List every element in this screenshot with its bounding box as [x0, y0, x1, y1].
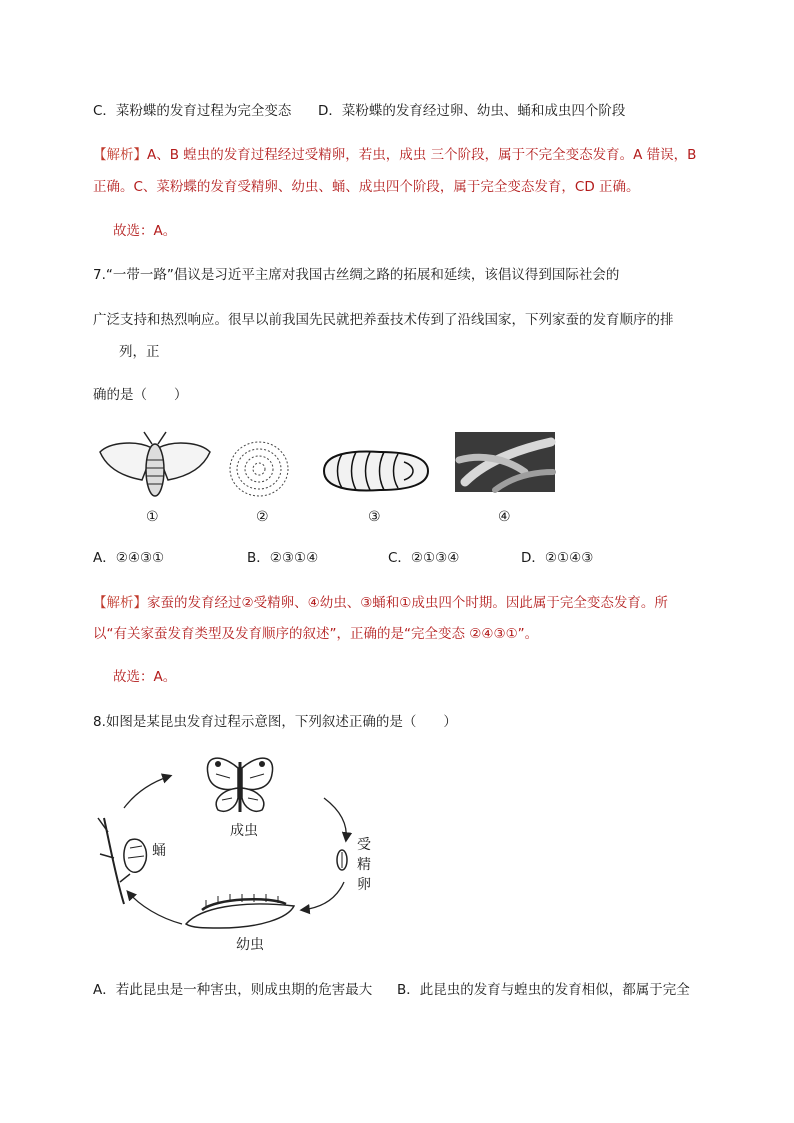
q6-analysis-line2: 正确。C、菜粉蝶的发育受精卵、幼虫、蛹、成虫四个阶段，属于完全变态发育，CD 正确。 — [93, 179, 640, 195]
figure-label-3: ③ — [368, 509, 381, 525]
q7-option-b: B．②③①④ — [247, 550, 319, 566]
q7-stem-line1: 7.“一带一路”倡议是习近平主席对我国古丝绸之路的拓展和延续，该倡议得到国际社会的 — [93, 267, 620, 283]
diagram-label-pupa: 蛹 — [152, 843, 166, 859]
diagram-label-adult: 成虫 — [230, 823, 258, 839]
moth-figure — [96, 430, 214, 500]
analysis-tag: 【解析】 — [93, 147, 147, 163]
q7-stem-line3: 列，正 — [119, 344, 160, 360]
analysis-text: A、B 蝗虫的发育过程经过受精卵，若虫，成虫 三个阶段，属于不完全变态发育。A 错误，B — [147, 147, 697, 163]
figure-label-4: ④ — [498, 509, 511, 525]
q8-option-b: B．此昆虫的发育与蝗虫的发育相似，都属于完全 — [397, 982, 690, 998]
q7-answer: 故选：A。 — [113, 669, 177, 685]
q6-answer: 故选：A。 — [113, 223, 177, 239]
q6-option-d: D．菜粉蝶的发育经过卵、幼虫、蛹和成虫四个阶段 — [318, 103, 626, 119]
q6-option-c: C．菜粉蝶的发育过程为完全变态 — [93, 103, 292, 119]
lifecycle-diagram — [90, 748, 390, 958]
q8-option-a: A．若此昆虫是一种害虫，则成虫期的危害最大 — [93, 982, 373, 998]
diagram-label-egg-1: 受 — [357, 837, 371, 853]
diagram-label-egg-2: 精 — [357, 857, 371, 873]
q7-analysis-line2: 以“有关家蚕发育类型及发育顺序的叙述”，正确的是“完全变态 ②④③①”。 — [93, 626, 539, 642]
egg-figure — [228, 440, 290, 498]
diagram-label-egg-3: 卵 — [357, 877, 371, 893]
q7-stem-line2: 广泛支持和热烈响应。很早以前我国先民就把养蚕技术传到了沿线国家，下列家蚕的发育顺序的排 — [93, 312, 674, 328]
q7-option-c: C．②①③④ — [388, 550, 460, 566]
diagram-label-larva: 幼虫 — [236, 937, 264, 953]
larva-figure — [455, 432, 555, 492]
q7-option-d: D．②①④③ — [521, 550, 594, 566]
q7-stem-line4: 确的是（ ） — [93, 387, 188, 403]
figure-label-2: ② — [256, 509, 269, 525]
q6-analysis-line1 — [93, 145, 696, 165]
q8-stem: 8.如图是某昆虫发育过程示意图，下列叙述正确的是（ ） — [93, 714, 457, 730]
q7-analysis-line1 — [93, 593, 668, 613]
analysis-tag: 【解析】 — [93, 595, 147, 611]
pupa-figure — [320, 448, 432, 494]
figure-label-1: ① — [146, 509, 159, 525]
analysis-text: 家蚕的发育经过②受精卵、④幼虫、③蛹和①成虫四个时期。因此属于完全变态发育。所 — [147, 595, 668, 611]
q7-option-a: A．②④③① — [93, 550, 165, 566]
